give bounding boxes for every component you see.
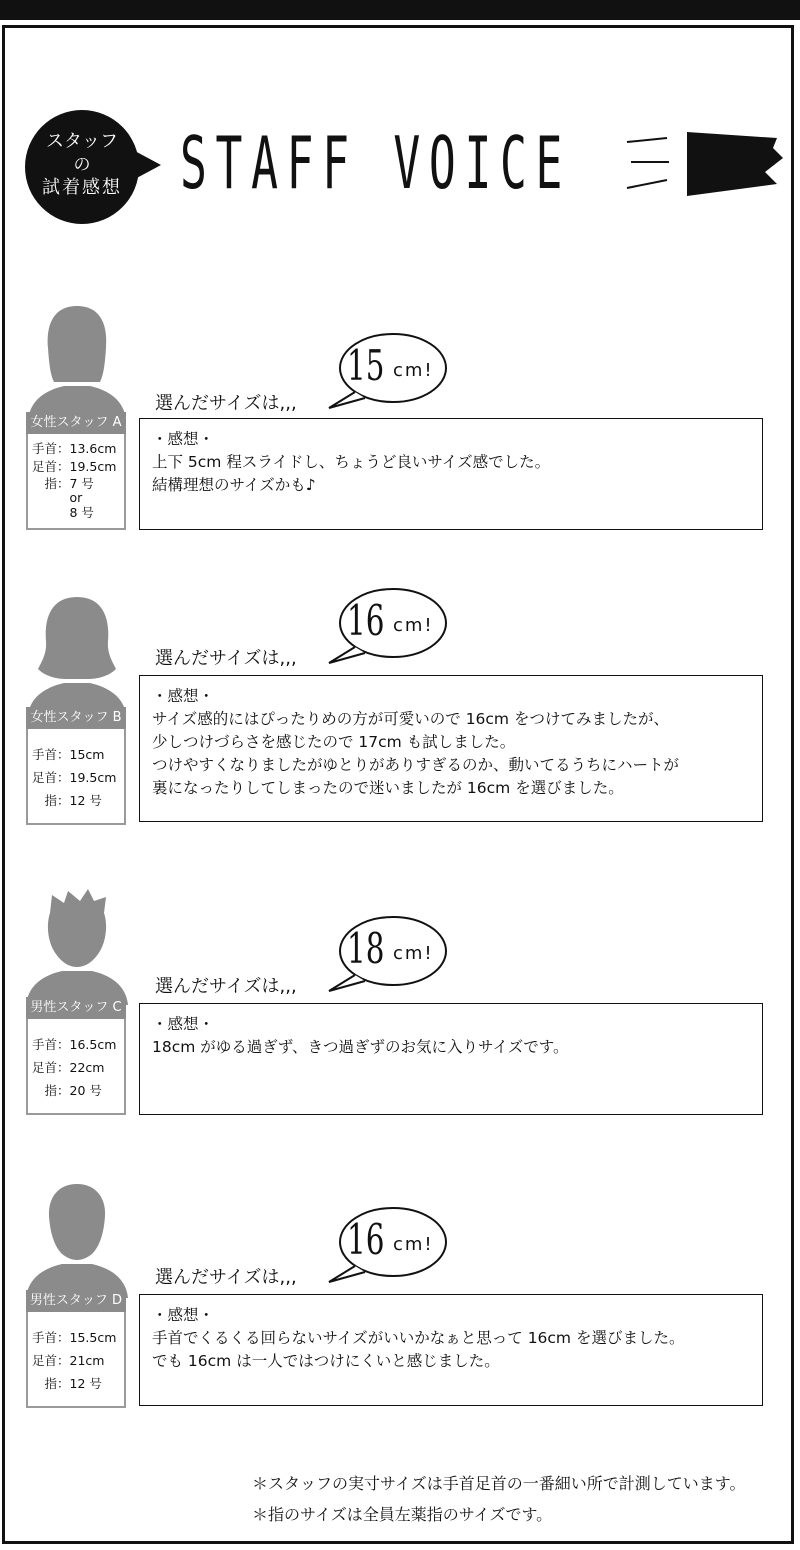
comment-line: 手首でくるくる回らないサイズがいいかなぁと思って 16cm を選びました。 bbox=[152, 1329, 685, 1347]
staff-entry-a bbox=[0, 300, 800, 540]
badge-pointer bbox=[133, 150, 161, 180]
size-unit: cm! bbox=[393, 1234, 434, 1255]
ring-size: 指：7 号 bbox=[32, 476, 94, 491]
staff-info-card bbox=[26, 412, 126, 530]
comment-line: でも 16cm は一人ではつけにくいと感じました。 bbox=[152, 1352, 500, 1370]
badge-line-1: スタッフ bbox=[46, 131, 118, 152]
staff-tag: 男性スタッフ D bbox=[26, 1290, 126, 1312]
wrist-size: 手首：16.5cm bbox=[32, 1037, 117, 1052]
page-title: STAFF VOICE bbox=[180, 121, 572, 205]
comment-line: サイズ感的にはぴったりめの方が可愛いので 16cm をつけてみましたが、 bbox=[152, 710, 669, 728]
ring-size-alt: 8 号 bbox=[32, 505, 94, 520]
comment-box bbox=[139, 1003, 763, 1115]
staff-info-card bbox=[26, 997, 126, 1115]
wrist-size: 手首：15.5cm bbox=[32, 1330, 117, 1345]
wrist-size: 手首：13.6cm bbox=[32, 441, 117, 456]
chosen-size-value: 18 bbox=[347, 924, 385, 973]
ring-size-or: or bbox=[32, 490, 83, 505]
comment-box bbox=[139, 1294, 763, 1406]
comment-line: 18cm がゆる過ぎず、きつ過ぎずのお気に入りサイズです。 bbox=[152, 1038, 569, 1056]
footnote-measurement: ＊スタッフの実寸サイズは手首足首の一番細い所で計測しています。 bbox=[252, 1474, 746, 1493]
male-avatar-icon bbox=[22, 1178, 132, 1298]
comment-line: 裏になったりしてしまったので迷いましたが 16cm を選びました。 bbox=[152, 779, 624, 797]
ankle-size: 足首：19.5cm bbox=[32, 459, 117, 474]
size-speech-bubble bbox=[325, 913, 450, 993]
chosen-size-value: 16 bbox=[347, 1215, 385, 1264]
chosen-size-value: 15 bbox=[347, 341, 385, 390]
comment-heading: ・感想・ bbox=[152, 430, 215, 448]
staff-tag: 男性スタッフ C bbox=[26, 997, 126, 1019]
comment-box bbox=[139, 418, 763, 530]
chosen-size-label: 選んだサイズは,,, bbox=[155, 1267, 297, 1288]
comment-heading: ・感想・ bbox=[152, 687, 215, 705]
chosen-size-label: 選んだサイズは,,, bbox=[155, 648, 297, 669]
staff-tag: 女性スタッフ B bbox=[26, 707, 126, 729]
footnote-ring-size: ＊指のサイズは全員左薬指のサイズです。 bbox=[252, 1505, 553, 1524]
comment-line: 上下 5cm 程スライドし、ちょうど良いサイズ感でした。 bbox=[152, 453, 551, 471]
wrist-size: 手首：15cm bbox=[32, 747, 105, 762]
male-avatar-icon bbox=[22, 885, 132, 1005]
chosen-size-value: 16 bbox=[347, 596, 385, 645]
comment-heading: ・感想・ bbox=[152, 1306, 215, 1324]
female-avatar-icon bbox=[22, 300, 132, 420]
staff-info-card bbox=[26, 707, 126, 825]
comment-line: 結構理想のサイズかも♪ bbox=[152, 476, 316, 494]
comment-heading: ・感想・ bbox=[152, 1015, 215, 1033]
chosen-size-label: 選んだサイズは,,, bbox=[155, 976, 297, 997]
badge-line-2: の bbox=[73, 155, 91, 175]
ring-size: 指：12 号 bbox=[32, 1376, 102, 1391]
ankle-size: 足首：19.5cm bbox=[32, 770, 117, 785]
ribbon-arrow-icon bbox=[625, 128, 785, 200]
comment-box bbox=[139, 675, 763, 822]
badge-line-3: 試着感想 bbox=[42, 177, 122, 198]
staff-impressions-badge bbox=[25, 110, 139, 224]
ankle-size: 足首：21cm bbox=[32, 1353, 105, 1368]
staff-info-card bbox=[26, 1290, 126, 1408]
size-unit: cm! bbox=[393, 943, 434, 964]
ankle-size: 足首：22cm bbox=[32, 1060, 105, 1075]
size-unit: cm! bbox=[393, 615, 434, 636]
comment-line: つけやすくなりましたがゆとりがありすぎるのか、動いてるうちにハートが bbox=[152, 756, 680, 774]
staff-tag: 女性スタッフ A bbox=[26, 412, 126, 434]
top-bar bbox=[0, 0, 800, 20]
female-avatar-icon bbox=[22, 595, 132, 715]
staff-entry-d bbox=[0, 1178, 800, 1418]
size-speech-bubble bbox=[325, 330, 450, 410]
comment-line: 少しつけづらさを感じたので 17cm も試しました。 bbox=[152, 733, 516, 751]
size-unit: cm! bbox=[393, 360, 434, 381]
size-speech-bubble bbox=[325, 585, 450, 665]
ring-size: 指：20 号 bbox=[32, 1083, 102, 1098]
staff-entry-b bbox=[0, 595, 800, 835]
chosen-size-label: 選んだサイズは,,, bbox=[155, 393, 297, 414]
staff-entry-c bbox=[0, 885, 800, 1125]
ring-size: 指：12 号 bbox=[32, 793, 102, 808]
size-speech-bubble bbox=[325, 1204, 450, 1284]
